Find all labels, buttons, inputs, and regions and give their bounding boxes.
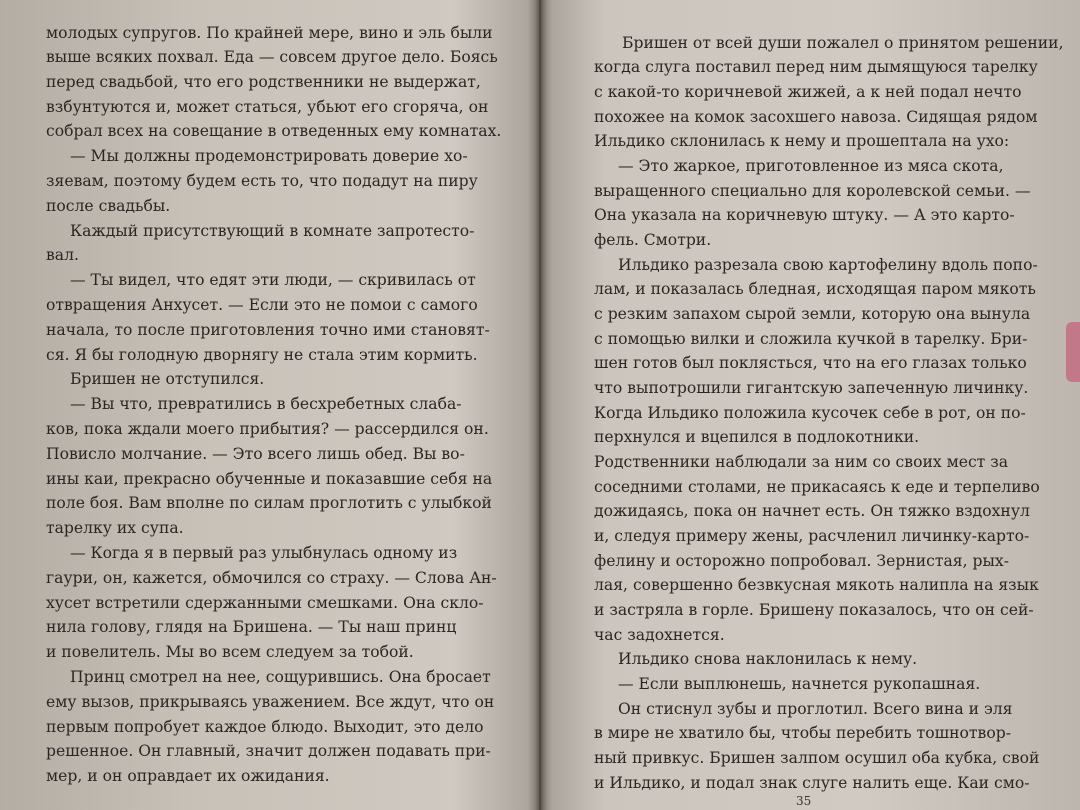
text-line: хусет встретили сдержанными смешками. Она скло- [46, 594, 484, 612]
text-line: Бришен от всей души пожалел о принятом решении, [622, 34, 1064, 52]
text-line: вал. [46, 246, 79, 264]
text-line: выращенного специально для королевской семьи. — [594, 182, 1031, 200]
text-line: — Ты видел, что едят эти люди, — скривилась от [70, 271, 476, 289]
text-line: фель. Смотри. [594, 231, 712, 249]
text-line: дожидаясь, пока он начнет есть. Он тяжко вздохнул [594, 502, 1030, 520]
text-line: и застряла в горле. Бришену показалось, что он сей- [594, 601, 1034, 619]
text-line: похожее на комок засохшего навоза. Сидящая рядом [594, 108, 1038, 126]
text-line: час задохнется. [594, 626, 725, 644]
text-line: молодых супругов. По крайней мере, вино и эль были [46, 24, 493, 42]
text-line: лая, совершенно безвкусная мякоть налипла на язык [594, 576, 1039, 594]
text-line: собрал всех на совещание в отведенных ему комнатах. [46, 122, 502, 140]
text-line: после свадьбы. [46, 197, 171, 215]
text-line: и повелитель. Мы во всем следуем за тобой. [46, 643, 414, 661]
text-line: тарелку их супа. [46, 519, 184, 537]
text-line: шен готов был поклясться, что на его глазах только [594, 354, 1027, 372]
text-line: перед свадьбой, что его родственники не выдержат, [46, 73, 481, 91]
text-line: ся. Я бы голодную дворнягу не стала этим кормить. [46, 346, 478, 364]
right-page [542, 0, 1080, 810]
text-line: Каждый присутствующий в комнате запротесто- [70, 222, 475, 240]
text-line: — Если выплюнешь, начнется рукопашная. [618, 675, 981, 693]
text-line: отвращения Анхусет. — Если это не помои с самого [46, 296, 478, 314]
text-line: Она указала на коричневую штуку. — А это карто- [594, 206, 1015, 224]
page-number: 35 [796, 794, 812, 808]
text-line: ему вызов, прикрываясь уважением. Все ждут, что он [46, 693, 495, 711]
text-line: Когда Ильдико положила кусочек себе в рот, он по- [594, 404, 1026, 422]
text-line: Ильдико склонилась к нему и прошептала на ухо: [594, 132, 1010, 150]
text-line: нила голову, глядя на Бришена. — Ты наш принц [46, 618, 457, 636]
text-line: ков, пока ждали моего прибытия? — рассердился он. [46, 420, 489, 438]
pink-bookmark-tab [1066, 322, 1080, 382]
text-line: — Вы что, превратились в бесхребетных слаба- [70, 395, 462, 413]
text-line: с помощью вилки и сложила кучкой в тарелку. Бри- [594, 330, 1028, 348]
text-line: мер, и он оправдает их ожидания. [46, 767, 330, 785]
text-line: соседними столами, не прикасаясь к еде и терпеливо [594, 478, 1040, 496]
text-line: Принц смотрел на нее, сощурившись. Она бросает [70, 668, 491, 686]
text-line: и Ильдико, и подал знак слуге налить еще. Каи смо- [594, 774, 1030, 792]
text-line: поле боя. Вам вполне по силам проглотить с улыбкой [46, 494, 492, 512]
text-line: гаури, он, кажется, обмочился со страху. — Слова Ан- [46, 569, 497, 587]
text-line: начала, то после приготовления точно ими становят- [46, 321, 490, 339]
text-line: когда слуга поставил перед ним дымящуюся тарелку [594, 58, 1038, 76]
text-line: Повисло молчание. — Это всего лишь обед. Вы во- [46, 445, 465, 463]
text-line: Он стиснул зубы и проглотил. Всего вина и эля [618, 700, 1013, 718]
text-line: ины каи, прекрасно обученные и показавшие себя на [46, 470, 493, 488]
text-line: фелину и осторожно попробовал. Зернистая, рых- [594, 552, 1009, 570]
left-page [0, 0, 538, 810]
text-line: с какой-то коричневой жижей, а к ней подал нечто [594, 83, 1022, 101]
text-line: — Мы должны продемонстрировать доверие хо- [70, 147, 468, 165]
text-line: Родственники наблюдали за ним со своих мест за [594, 453, 1009, 471]
text-line: с резким запахом сырой земли, которую она вынула [594, 305, 1031, 323]
text-line: — Это жаркое, приготовленное из мяса скота, [618, 157, 1004, 175]
text-line: что выпотрошили гигантскую запеченную личинку. [594, 379, 1029, 397]
text-line: перхнулся и вцепился в подлокотники. [594, 428, 920, 446]
text-line: выше всяких похвал. Еда — совсем другое дело. Боясь [46, 48, 498, 66]
text-line: решенное. Он главный, значит должен подавать при- [46, 742, 491, 760]
text-line: зяевам, поэтому будем есть то, что подадут на пиру [46, 172, 478, 190]
text-line: и, следуя примеру жены, расчленил личинку-карто- [594, 527, 1030, 545]
text-line: в мире не хватило бы, чтобы перебить тошнотвор- [594, 724, 1011, 742]
text-line: — Когда я в первый раз улыбнулась одному из [70, 544, 458, 562]
text-line: первым попробует каждое блюдо. Выходит, это дело [46, 718, 484, 736]
text-line: Ильдико разрезала свою картофелину вдоль попо- [618, 256, 1038, 274]
text-line: Бришен не отступился. [70, 370, 265, 388]
text-line: лам, и показалась бледная, исходящая паром мякоть [594, 280, 1036, 298]
text-line: Ильдико снова наклонилась к нему. [618, 650, 918, 668]
text-line: взбунтуются и, может статься, убьют его сгоряча, он [46, 98, 489, 116]
text-line: ный привкус. Бришен залпом осушил оба кубка, свой [594, 749, 1040, 767]
